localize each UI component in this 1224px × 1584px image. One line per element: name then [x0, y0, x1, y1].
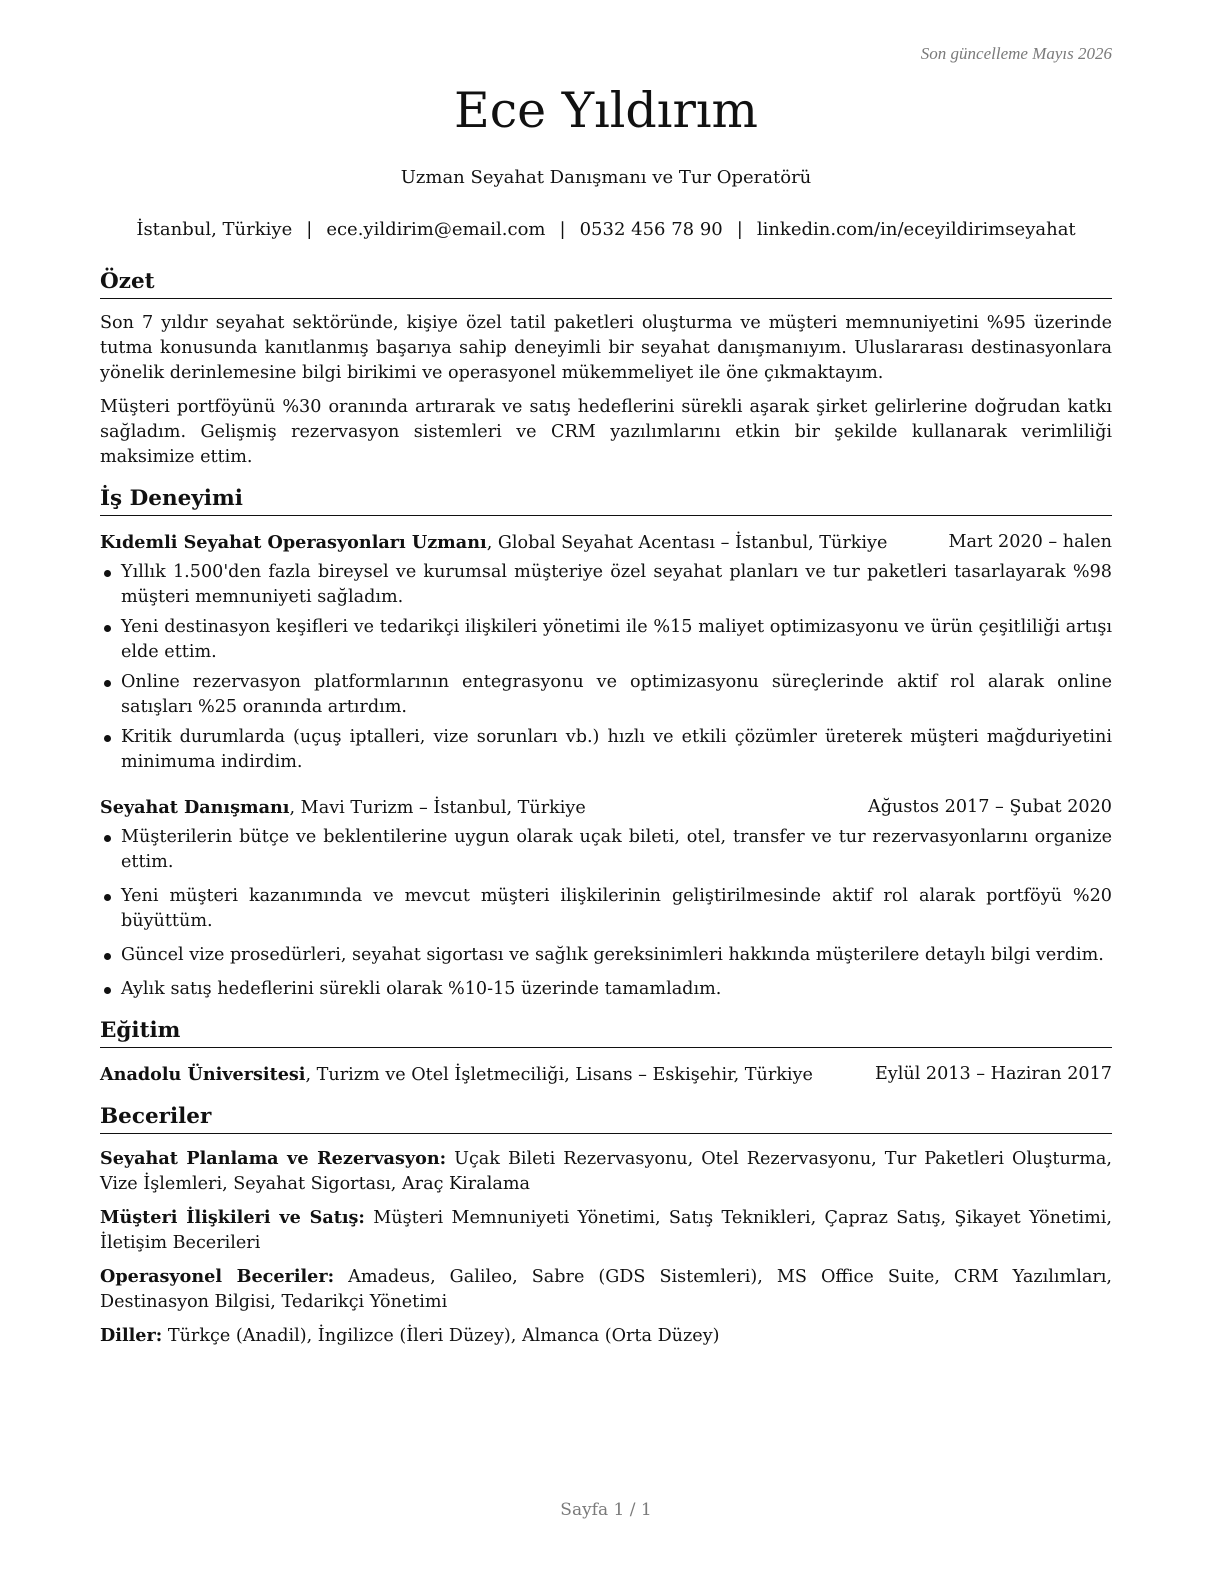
- summary-paragraph: Müşteri portföyünü %30 oranında artırarak ve satış hedeflerini sürekli aşarak şirket gelirlerine doğrudan katkı sağladım. Gelişmiş rezervasyon sistemleri ve CRM yazılımlarını etkin bir şekilde kullanarak verimliliği maksimize ettim.: [100, 397, 1112, 467]
- contact-separator: |: [736, 219, 743, 240]
- resume-body: [100, 267, 1112, 1349]
- section-heading-education: Eğitim: [100, 1016, 1112, 1048]
- summary-section: [100, 267, 1112, 470]
- skill-label: Diller:: [100, 1325, 163, 1346]
- contact-separator: |: [559, 219, 566, 240]
- job-company: , Mavi Turizm – İstanbul, Türkiye: [289, 798, 586, 818]
- page-number: Sayfa 1 / 1: [560, 1500, 652, 1520]
- job-dates: Ağustos 2017 – Şubat 2020: [868, 797, 1112, 817]
- education-dates: Eylül 2013 – Haziran 2017: [874, 1064, 1112, 1084]
- education-school-detail: [100, 1062, 813, 1088]
- skill-line: [100, 1205, 1112, 1256]
- job-role: Kıdemli Seyahat Operasyonları Uzmanı: [100, 532, 487, 553]
- skill-value: Müşteri Memnuniyeti Yönetimi, Satış Teknikleri, Çapraz Satış, Şikayet Yönetimi, İletişim Becerileri: [100, 1208, 1112, 1253]
- job-header: [100, 530, 1112, 556]
- skills-section: [100, 1102, 1112, 1349]
- education-detail: , Turizm ve Otel İşletmeciliği, Lisans – Eskişehir, Türkiye: [305, 1065, 813, 1085]
- contact-line: [100, 219, 1112, 240]
- job-bullets: [100, 560, 1112, 775]
- job-header: [100, 795, 1112, 821]
- skills-list: [100, 1146, 1112, 1349]
- skill-value: Uçak Bileti Rezervasyonu, Otel Rezervasyonu, Tur Paketleri Oluşturma, Vize İşlemleri, Seyahat Sigortası, Araç Kiralama: [100, 1149, 1112, 1194]
- skill-line: [100, 1146, 1112, 1197]
- contact-separator: |: [306, 219, 313, 240]
- job-role-company: [100, 530, 887, 556]
- education-section: [100, 1016, 1112, 1088]
- section-heading-summary: Özet: [100, 267, 1112, 299]
- contact-phone: 0532 456 78 90: [579, 219, 723, 240]
- candidate-name: Ece Yıldırım: [453, 82, 759, 139]
- contact-linkedin-link[interactable]: linkedin.com/in/eceyildirimseyahat: [756, 219, 1076, 240]
- summary-paragraph: Son 7 yıldır seyahat sektöründe, kişiye özel tatil paketleri oluşturma ve müşteri memnuniyetini %95 üzerinde tutma konusunda kanıtlanmış başarıya sahip deneyimli bir seyahat danışmanıyım. Uluslararası destinasyonlara yönelik derinlemesine bilgi birikimi ve operasyonel mükemmeliyet ile öne çıkmaktayım.: [100, 313, 1112, 383]
- contact-email-link[interactable]: ece.yildirim@email.com: [326, 219, 546, 240]
- job-role-company: [100, 795, 586, 821]
- job-bullet: Kritik durumlarda (uçuş iptalleri, vize sorunları vb.) hızlı ve etkili çözümler üreterek müşteri mağduriyetini minimuma indirdim.: [100, 725, 1112, 775]
- section-heading-skills: Beceriler: [100, 1102, 1112, 1134]
- skill-label: Operasyonel Beceriler:: [100, 1266, 335, 1287]
- education-school: Anadolu Üniversitesi: [100, 1064, 306, 1085]
- last-updated: Son güncelleme Mayıs 2026: [920, 44, 1112, 63]
- resume-page: [100, 0, 1112, 1584]
- skill-label: Müşteri İlişkileri ve Satış:: [100, 1207, 365, 1228]
- skill-value: Amadeus, Galileo, Sabre (GDS Sistemleri), MS Office Suite, CRM Yazılımları, Destinasyon Bilgisi, Tedarikçi Yönetimi: [100, 1267, 1112, 1312]
- education-entry: [100, 1062, 1112, 1088]
- job-bullet: Aylık satış hedeflerini sürekli olarak %10-15 üzerinde tamamladım.: [100, 977, 1112, 1002]
- section-heading-experience: İş Deneyimi: [100, 484, 1112, 516]
- job-title: Uzman Seyahat Danışmanı ve Tur Operatörü: [400, 167, 812, 188]
- job-bullet: Online rezervasyon platformlarının entegrasyonu ve optimizasyonu süreçlerinde aktif rol alarak online satışları %25 oranında artırdım.: [100, 670, 1112, 720]
- contact-location: İstanbul, Türkiye: [136, 219, 293, 240]
- job-bullet: Müşterilerin bütçe ve beklentilerine uygun olarak uçak bileti, otel, transfer ve tur rezervasyonlarını organize ettim.: [100, 825, 1112, 875]
- job-bullets: [100, 825, 1112, 1002]
- job-dates: Mart 2020 – halen: [948, 532, 1112, 552]
- skill-line: [100, 1264, 1112, 1315]
- experience-section: [100, 484, 1112, 1002]
- job-bullet: Yıllık 1.500'den fazla bireysel ve kurumsal müşteriye özel seyahat planları ve tur paketleri tasarlayarak %98 müşteri memnuniyeti sağladım.: [100, 560, 1112, 610]
- job-bullet: Güncel vize prosedürleri, seyahat sigortası ve sağlık gereksinimleri hakkında müşterilere detaylı bilgi verdim.: [100, 943, 1112, 968]
- skill-value: Türkçe (Anadil), İngilizce (İleri Düzey), Almanca (Orta Düzey): [162, 1326, 720, 1346]
- job-company: , Global Seyahat Acentası – İstanbul, Türkiye: [486, 533, 888, 553]
- job-role: Seyahat Danışmanı: [100, 797, 290, 818]
- skill-label: Seyahat Planlama ve Rezervasyon:: [100, 1148, 447, 1169]
- job-bullet: Yeni müşteri kazanımında ve mevcut müşteri ilişkilerinin geliştirilmesinde aktif rol alarak portföyü %20 büyüttüm.: [100, 884, 1112, 934]
- skill-line: [100, 1323, 1112, 1349]
- job-bullet: Yeni destinasyon keşifleri ve tedarikçi ilişkileri yönetimi ile %15 maliyet optimizasyonu ve ürün çeşitliliği artışı elde ettim.: [100, 615, 1112, 665]
